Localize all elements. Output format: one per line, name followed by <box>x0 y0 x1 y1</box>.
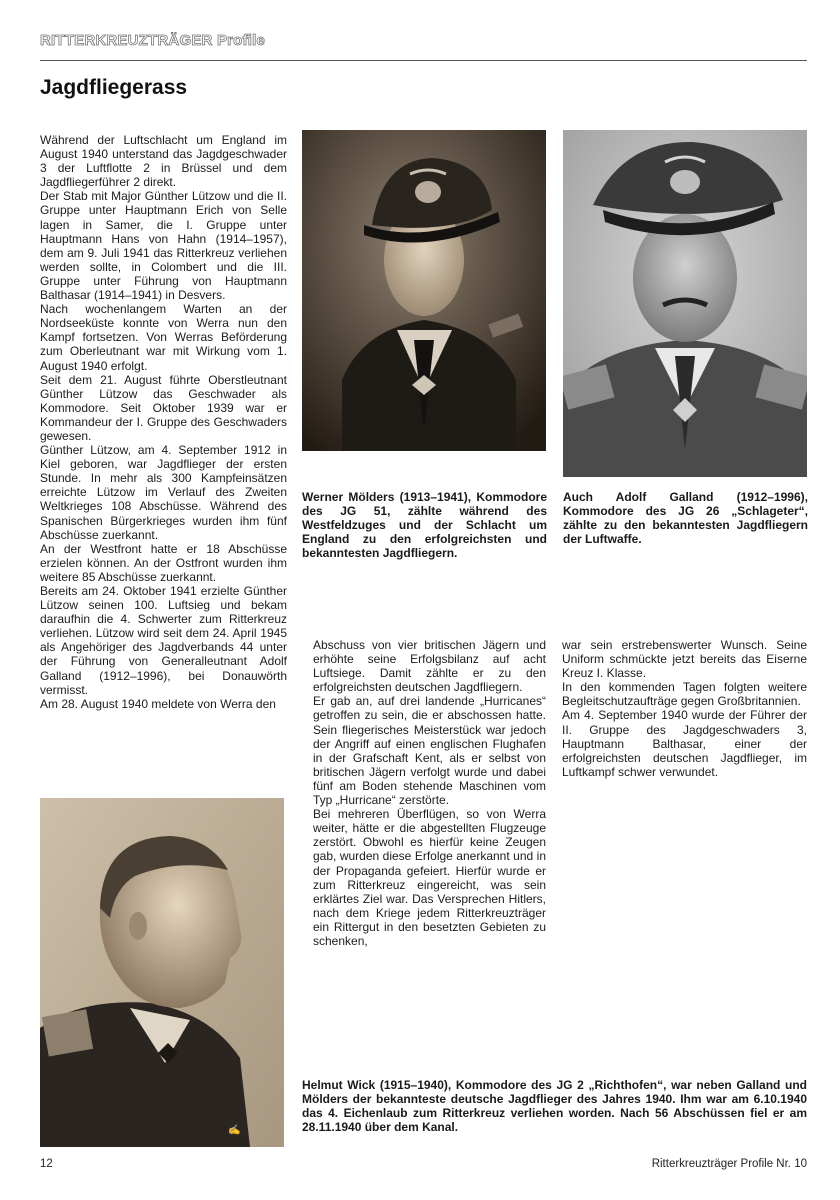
svg-text:✍: ✍ <box>228 1125 241 1136</box>
paragraph: Er gab an, auf drei landende „Hurricanes“ getroffen zu sein, die er abschossen hatte. Sein fliegerisches Meisterstück war jedoch der Angriff auf einen englischen Flughafen in der Grafschaft Kent, als er selbst von britischen Jägern verfolgt wurde und dabei fünf am Boden stehende Maschinen vom Typ „Hurricane“ zerstörte. <box>313 694 546 808</box>
header-rule <box>40 60 807 61</box>
paragraph: Nach wochenlangem Warten an der Nordseeküste konnte von Werra nun den Kampf fortsetzen. Von Werras Beförderung zum Oberleutnant war mit Wirkung vom 1. August 1940 erfolgt. <box>40 302 287 373</box>
portrait-photo-galland <box>563 130 807 477</box>
portrait-photo-wick <box>40 798 284 1147</box>
paragraph: Seit dem 21. August führte Oberstleutnant Günther Lützow das Geschwader als Kommodore. Seit Oktober 1939 war er Kommandeur der I. Gruppe des Geschwaders gewesen. <box>40 372 287 443</box>
paragraph: Günther Lützow, am 4. September 1912 in Kiel geboren, war Jagdflieger der ersten Stunde. In mehr als 300 Kampfeinsätzen erreichte Lützow im Verlauf des Zweiten Weltkrieges 108 Abschüsse. Während des Spanischen Bürgerkrieges wurden ihm fünf Abschüsse zuerkannt. <box>40 443 287 542</box>
paragraph: An der Westfront hatte er 18 Abschüsse erzielen können. An der Ostfront wurden ihm weitere 85 Abschüsse zuerkannt. <box>40 541 287 584</box>
page-title: Jagdfliegerass <box>40 76 188 99</box>
portrait-photo-moelders <box>302 130 546 451</box>
paragraph: Am 28. August 1940 meldete von Werra den <box>40 696 276 711</box>
series-brand: RITTERKREUZTRÄGER <box>40 32 213 49</box>
series-profile: Profile <box>216 32 266 49</box>
text-column-3 <box>562 638 807 779</box>
paragraph: Bereits am 24. Oktober 1941 erzielte Günther Lützow seinen 100. Luftsieg und bekam daraufhin die 4. Schwerter zum Ritterkreuz verliehen. Lützow wird seit dem 24. April 1945 als Angehöriger des Jagdverbands 44 unter der Führung von Generalleutnant Adolf Galland (1912–1996), bei Donauwörth vermisst. <box>40 584 287 697</box>
paragraph: Während der Luftschlacht um England im August 1940 unterstand das Jagdgeschwader 3 der Luftflotte 2 in Brüssel und dem Jagdfliegerführer 2 direkt. <box>40 133 287 190</box>
publication-footer: Ritterkreuzträger Profile Nr. 10 <box>651 1158 807 1170</box>
text-column-2 <box>313 638 546 948</box>
paragraph: In den kommenden Tagen folgten weitere Begleitschutzaufträge gegen Großbritannien. <box>562 680 807 709</box>
text-column-1 <box>40 133 287 711</box>
caption-galland: Auch Adolf Galland (1912–1996), Kommodore des JG 26 „Schlageter“, zählte zu den bekanntesten Jagdfliegern der Luftwaffe. <box>563 490 808 547</box>
paragraph: Am 4. September 1940 wurde der Führer der II. Gruppe des Jagdgeschwaders 3, Hauptmann Balthasar, einer der erfolgreichsten deutschen Jagdflieger, im Luftkampf schwer verwundet. <box>562 708 807 779</box>
paragraph: Der Stab mit Major Günther Lützow und die II. Gruppe unter Hauptmann Erich von Selle lagen in Samer, die I. Gruppe unter Hauptmann Hans von Hahn (1914–1957), dem am 9. Juli 1941 das Ritterkreuz verliehen werden sollte, in Colombert und die III. Gruppe unter Führung von Hauptmann Balthasar (1914–1941) in Desvers. <box>40 189 287 303</box>
series-header <box>40 32 265 49</box>
paragraph: war sein erstrebenswerter Wunsch. Seine Uniform schmückte jetzt bereits das Eiserne Kreuz I. Klasse. <box>562 638 807 681</box>
caption-moelders: Werner Mölders (1913–1941), Kommodore des JG 51, zählte während des Westfeldzuges und der Schlacht um England zu den erfolgreichsten und bekanntesten Jagdfliegern. <box>302 490 547 561</box>
caption-wick: Helmut Wick (1915–1940), Kommodore des JG 2 „Richthofen“, war neben Galland und Mölders der bekannteste deutsche Jagdflieger des Jahres 1940. Ihm war am 6.10.1940 das 4. Eichenlaub zum Ritterkreuz verliehen worden. Nach 56 Abschüssen fiel er am 28.11.1940 über dem Kanal. <box>302 1078 807 1135</box>
paragraph: Abschuss von vier britischen Jägern und erhöhte seine Erfolgsbilanz auf acht Luftsiege. Damit zählte er zu den erfolgreichsten deutschen Jagdfliegern. <box>313 638 546 695</box>
paragraph: Bei mehreren Überflügen, so von Werra weiter, hätte er die abgestellten Flugzeuge zerstört. Obwohl es hierfür keine Zeugen gab, wurden diese Erfolge anerkannt und in der Propaganda gefeiert. Hierfür wurde er zum Ritterkreuz eingereicht, was sein erklärtes Ziel war. Das Versprechen Hitlers, nach dem Kriege jedem Ritterkreuzträger ein Rittergut in den besetzten Gebieten zu schenken, <box>313 807 546 948</box>
page-number: 12 <box>40 1158 53 1170</box>
